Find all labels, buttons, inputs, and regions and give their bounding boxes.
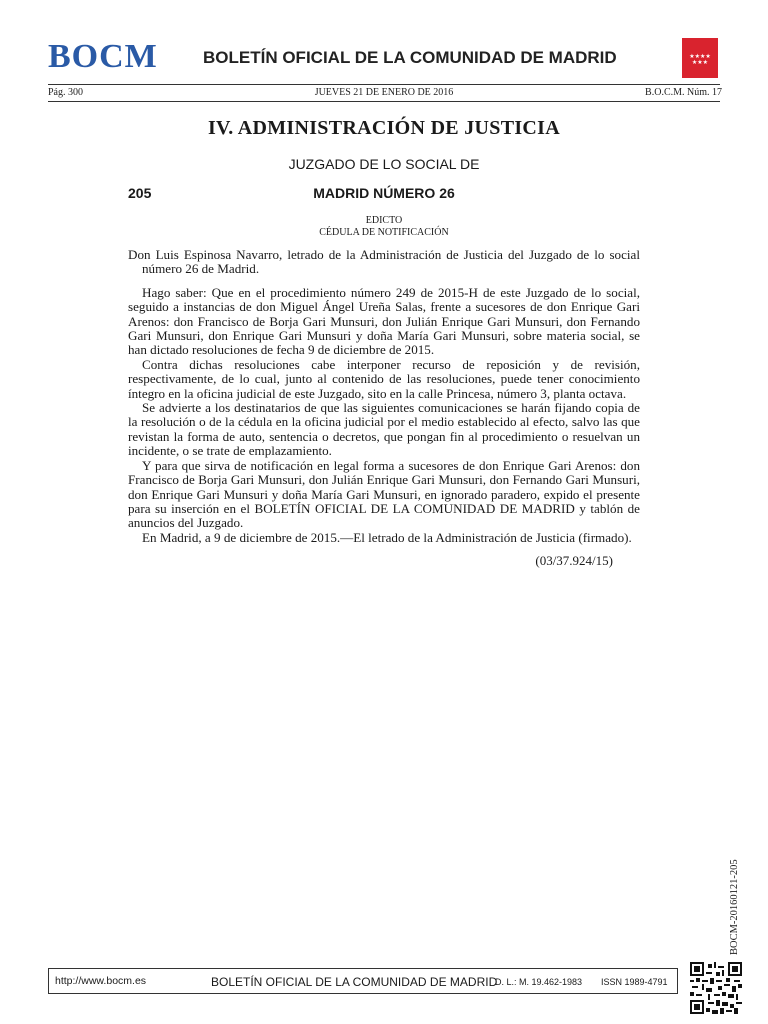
issue-number: B.O.C.M. Núm. 17: [645, 87, 722, 98]
paragraph-advertencia: Se advierte a los destinatarios de que las siguientes comunicaciones se harán fijando copia de la resolución o de la cédula en la oficina judicial por el medio establecido al efecto, salvo las que revistan la forma de auto, sentencia o decretos, que pongan fin al procedimiento o resuelvan un incidente, o se trate de emplazamiento.: [128, 400, 640, 459]
header-rule: [48, 84, 720, 85]
qr-code-icon: [690, 962, 742, 1014]
footer-title: BOLETÍN OFICIAL DE LA COMUNIDAD DE MADRID: [211, 975, 498, 989]
paragraph-firma: En Madrid, a 9 de diciembre de 2015.—El letrado de la Administración de Justicia (firmado).: [142, 529, 632, 545]
paragraph-recurso: Contra dichas resoluciones cabe interponer recurso de reposición y de revisión, respectivamente, de lo cual, junto al contenido de las resoluciones, puede tener conocimiento íntegro en la oficina judicial de este Juzgado, sito en la calle Princesa, número 3, planta octava.: [128, 356, 640, 401]
section-title: IV. ADMINISTRACIÓN DE JUSTICIA: [207, 117, 561, 139]
paragraph-intro: Don Luis Espinosa Navarro, letrado de la Administración de Justicia del Juzgado de lo social número 26 de Madrid.: [128, 247, 640, 277]
qr-code-graphic: [690, 962, 742, 1014]
issue-date: JUEVES 21 DE ENERO DE 2016: [314, 87, 454, 98]
document-number: 205: [128, 185, 152, 201]
madrid-flag-icon: [682, 38, 718, 78]
paragraph-hago-saber: Hago saber: Que en el procedimiento número 249 de 2015-H de este Juzgado de lo social, seguido a instancias de don Miguel Ángel Ureña Salas, frente a sucesores de don Enrique Gari Arenos: don Francisco de Borja Gari Munsuri, don Julián Enrique Gari Munsuri, don Fernando Gari Munsuri, don Enrique Gari Munsuri y doña María Gari Munsuri, sobre materia social, se han dictado resoluciones de fecha 9 de diciembre de 2015.: [128, 284, 640, 358]
edicto-heading: [0, 215, 768, 239]
paragraph-notificacion: Y para que sirva de notificación en legal forma a sucesores de don Enrique Gari Arenos: don Francisco de Borja Gari Munsuri, don Julián Enrique Gari Munsuri, don Fernando Gari Munsuri, don Enrique Gari Munsuri y doña María Gari Munsuri, en ignorado paradero, expido el presente para su inserción en el BOLETÍN OFICIAL DE LA COMUNIDAD DE MADRID y tablón de anuncios del Juzgado.: [128, 457, 640, 531]
bocm-side-code: BOCM-20160121-205: [729, 859, 740, 955]
header-title: BOLETÍN OFICIAL DE LA COMUNIDAD DE MADRID: [203, 48, 617, 67]
page-number: Pág. 300: [48, 87, 83, 98]
court-name-line1: JUZGADO DE LO SOCIAL DE: [288, 156, 480, 172]
flag-stars: ★★★★ ★★★: [689, 53, 711, 66]
reference-code: (03/37.924/15): [535, 553, 613, 568]
issn: ISSN 1989-4791: [601, 977, 668, 987]
edicto-label: EDICTO: [365, 215, 403, 226]
edict-body: [128, 248, 640, 545]
footer-url-link[interactable]: http://www.bocm.es: [55, 975, 147, 987]
legal-deposit: D. L.: M. 19.462-1983: [495, 977, 583, 987]
footer: [48, 968, 678, 994]
court-name-line2: MADRID NÚMERO 26: [313, 185, 455, 201]
cedula-label: CÉDULA DE NOTIFICACIÓN: [319, 227, 449, 238]
bocm-logo: BOCM: [48, 38, 158, 75]
header-rule-bottom: [48, 101, 720, 102]
